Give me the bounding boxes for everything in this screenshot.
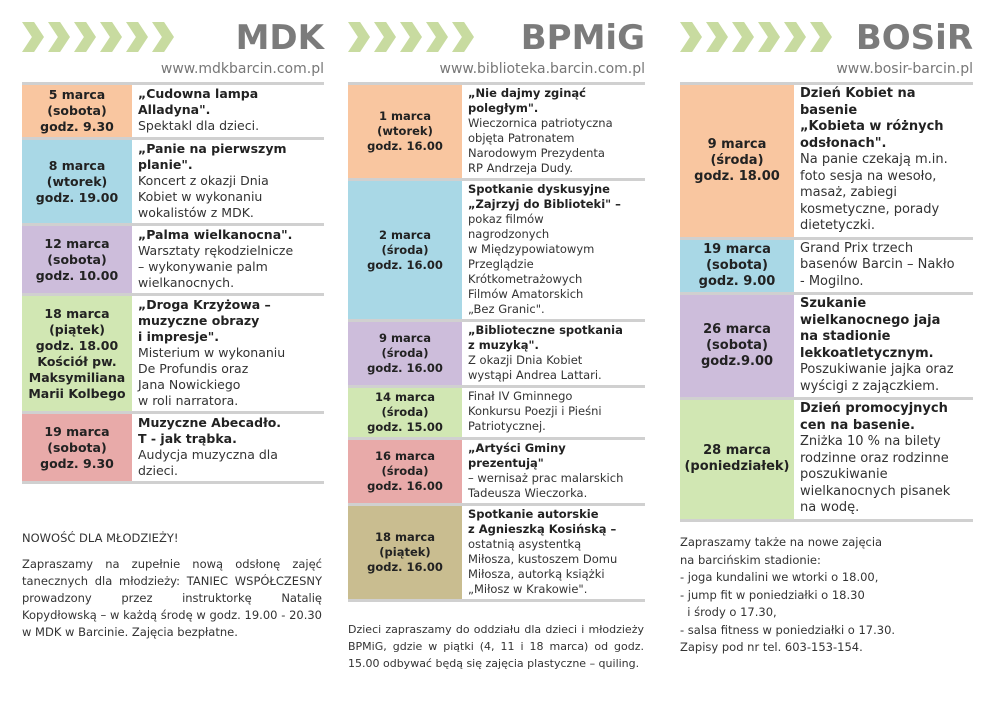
- event-row: [348, 440, 645, 506]
- event-date-line: 19 marca: [44, 423, 110, 439]
- event-body-line: Grand Prix trzech: [800, 240, 914, 256]
- event-date: [22, 140, 132, 223]
- event-row: [22, 226, 324, 296]
- event-date-line: (sobota): [47, 439, 107, 455]
- event-row: [348, 181, 645, 322]
- event-body-line: wystąpi Andrea Lattari.: [468, 368, 602, 382]
- event-body-line: „Bez Granic".: [468, 302, 545, 316]
- event-body-line: Filmów Amatorskich: [468, 287, 584, 301]
- event-body-line: Audycja muzyczna dla: [138, 447, 278, 462]
- event-title-line: muzyczne obrazy: [138, 313, 260, 328]
- event-title-line: z muzyką".: [468, 338, 539, 352]
- event-date-line: (wtorek): [377, 124, 433, 138]
- event-body-line: nagrodzonych: [468, 227, 550, 241]
- event-date: [348, 440, 462, 503]
- event-body-line: wokalistów z MDK.: [138, 205, 254, 220]
- event-date: [348, 322, 462, 385]
- event-body-line: Kobiet w wykonaniu: [138, 189, 263, 204]
- event-title-line: i impresje".: [138, 329, 219, 344]
- event-description: [462, 388, 645, 437]
- event-date-line: (środa): [710, 152, 764, 168]
- event-description: [462, 181, 645, 319]
- event-date-line: 1 marca: [379, 109, 431, 123]
- event-date-line: (środa): [381, 346, 429, 360]
- event-description: [132, 296, 324, 411]
- event-title-line: Szukanie: [800, 296, 867, 311]
- bosir-note-line: Zapraszamy także na nowe zajęcia: [680, 535, 883, 549]
- event-date-line: godz. 16.00: [367, 560, 443, 574]
- event-title-line: Alladyna".: [138, 102, 211, 117]
- event-description: [132, 226, 324, 293]
- event-date-line: (środa): [381, 464, 429, 478]
- event-title-line: Dzień promocyjnych: [800, 401, 948, 416]
- event-body-line: na wodę.: [800, 500, 860, 515]
- event-title-line: z Agnieszką Kosińską –: [468, 522, 617, 536]
- event-body-line: Z okazji Dnia Kobiet: [468, 353, 583, 367]
- event-title-line: cen na basenie.: [800, 417, 915, 433]
- event-date-line: godz. 18.00: [694, 168, 780, 184]
- event-date: [22, 226, 132, 293]
- event-body-line: rodzinne oraz rodzinne: [800, 450, 949, 466]
- event-date: [22, 296, 132, 411]
- mdk-url[interactable]: www.mdkbarcin.com.pl: [160, 61, 324, 77]
- event-body-line: kosmetyczne, porady: [800, 201, 940, 217]
- event-date: [348, 388, 462, 437]
- mdk-events: [22, 85, 324, 484]
- bosir-logo: BOSiR: [855, 18, 973, 58]
- event-date: [22, 85, 132, 137]
- event-date: [680, 85, 794, 237]
- event-title-line: planie".: [138, 157, 193, 172]
- event-row: [22, 140, 324, 226]
- event-title-line: „Nie dajmy zginąć: [468, 86, 586, 100]
- event-date-line: (sobota): [47, 251, 107, 267]
- event-body-line: dietetyczki.: [800, 218, 875, 233]
- event-date: [680, 400, 794, 519]
- bosir-note-line: - jump fit w poniedziałki o 18.30: [680, 587, 865, 602]
- event-date-line: (piątek): [49, 321, 105, 337]
- event-date-line: Maksymiliana: [28, 369, 126, 385]
- event-row: [348, 506, 645, 602]
- event-date-line: 9 marca: [707, 136, 767, 152]
- bosir-note-line: - joga kundalini we wtorki o 18.00,: [680, 570, 879, 584]
- bpmig-header: [348, 18, 645, 58]
- event-description: [462, 322, 645, 385]
- bosir-note-line: na barcińskim stadionie:: [680, 552, 821, 567]
- event-date-line: (sobota): [47, 103, 107, 118]
- event-row: [348, 388, 645, 440]
- event-date: [348, 181, 462, 319]
- event-body-line: Misterium w wykonaniu: [138, 345, 286, 360]
- event-title-line: Muzyczne Abecadło.: [138, 415, 282, 430]
- event-row: [348, 85, 645, 181]
- event-title-line: Spotkanie dyskusyjne: [468, 182, 610, 196]
- event-body-line: Tadeusza Wieczorka.: [468, 486, 588, 500]
- chevron-decoration-icon: [680, 22, 836, 52]
- event-body-line: wielkanocnych pisanek: [800, 483, 951, 499]
- event-body-line: poszukiwanie: [800, 467, 888, 482]
- event-date-line: 8 marca: [48, 157, 106, 173]
- event-date-line: (środa): [381, 242, 429, 257]
- event-title-line: „Panie na pierwszym: [138, 141, 287, 156]
- event-title-line: wielkanocnego jaja: [800, 312, 941, 328]
- event-body-line: wielkanocnych.: [138, 275, 235, 290]
- event-date-line: (sobota): [706, 257, 768, 273]
- event-date: [680, 295, 794, 397]
- event-description: [462, 85, 645, 178]
- event-body-line: Narodowym Prezydenta: [468, 146, 605, 160]
- bpmig-logo: BPMiG: [520, 18, 645, 58]
- bosir-header: [680, 18, 973, 58]
- event-description: [462, 506, 645, 599]
- bosir-note: [680, 534, 973, 657]
- event-date-line: godz. 18.00: [35, 337, 119, 353]
- event-body-line: masaż, zabiegi: [800, 185, 897, 200]
- event-date-line: godz. 10.00: [35, 267, 119, 283]
- event-date-line: 16 marca: [375, 449, 435, 463]
- bosir-column: [680, 18, 973, 522]
- event-date-line: (środa): [381, 405, 429, 419]
- event-body-line: – wernisaż prac malarskich: [468, 471, 624, 485]
- event-body-line: pokaz filmów: [468, 212, 544, 226]
- event-title-line: T - jak trąbka.: [138, 431, 237, 446]
- event-body-line: dzieci.: [138, 463, 178, 478]
- bpmig-column: [348, 18, 645, 602]
- event-body-line: objęta Patronatem: [468, 131, 575, 145]
- event-description: [132, 140, 324, 223]
- event-date-line: godz.9.00: [700, 354, 774, 369]
- mdk-header: [22, 18, 324, 58]
- mdk-column: [22, 18, 324, 484]
- event-body-line: basenów Barcin – Nakło: [800, 257, 955, 272]
- mdk-logo: MDK: [235, 18, 324, 58]
- event-body-line: Przeglądzie: [468, 257, 534, 271]
- event-title-line: lekkoatletycznym.: [800, 345, 934, 361]
- event-body-line: Warsztaty rękodzielnicze: [138, 243, 294, 258]
- event-row: [22, 85, 324, 140]
- event-date-line: (sobota): [706, 338, 768, 353]
- event-date-line: godz. 16.00: [367, 479, 443, 493]
- event-body-line: RP Andrzeja Dudy.: [468, 161, 574, 175]
- event-title-line: poległym".: [468, 101, 539, 115]
- event-body-line: Zniżka 10 % na bilety: [800, 434, 941, 449]
- event-body-line: Spektakl dla dzieci.: [138, 118, 260, 133]
- bpmig-note: [348, 621, 644, 672]
- bpmig-url[interactable]: www.biblioteka.barcin.com.pl: [439, 61, 645, 77]
- event-date-line: (piątek): [379, 545, 431, 559]
- event-date-line: Marii Kolbego: [28, 385, 126, 401]
- event-date-line: godz. 19.00: [35, 189, 119, 205]
- event-body-line: Krótkometrażowych: [468, 272, 583, 286]
- chevron-decoration-icon: [22, 22, 178, 52]
- event-row: [22, 414, 324, 484]
- bosir-url[interactable]: www.bosir-barcin.pl: [836, 61, 973, 77]
- event-body-line: Koncert z okazji Dnia: [138, 173, 269, 188]
- event-body-line: w roli narratora.: [138, 393, 239, 408]
- event-row: [22, 296, 324, 414]
- event-date: [348, 85, 462, 178]
- event-title-line: „Droga Krzyżowa –: [138, 297, 271, 312]
- event-date-line: Kościół pw.: [37, 353, 117, 369]
- bosir-note-line: i środy o 17.30,: [680, 605, 777, 619]
- event-date-line: godz. 16.00: [367, 361, 443, 375]
- event-title-line: odsłonach".: [800, 135, 887, 151]
- bosir-note-line: - salsa fitness w poniedziałki o 17.30.: [680, 622, 896, 637]
- event-body-line: wyścigi z zajączkiem.: [800, 378, 940, 394]
- event-row: [680, 85, 973, 240]
- event-date-line: 18 marca: [44, 305, 110, 321]
- event-date-line: 18 marca: [375, 530, 435, 544]
- event-body-line: Jana Nowickiego: [138, 377, 241, 392]
- event-body-line: ostatnią asystentką: [468, 537, 582, 551]
- event-date-line: 5 marca: [48, 87, 106, 102]
- event-body-line: Wieczornica patriotyczna: [468, 116, 613, 130]
- event-row: [680, 240, 973, 296]
- event-description: [132, 414, 324, 481]
- bosir-events: [680, 85, 973, 522]
- event-description: [794, 400, 973, 519]
- event-date-line: 9 marca: [379, 331, 431, 345]
- event-date-line: (poniedziałek): [684, 459, 790, 475]
- bosir-note-line: Zapisy pod nr tel. 603-153-154.: [680, 640, 863, 654]
- event-body-line: Miłosza, autorką książki: [468, 567, 605, 581]
- event-description: [132, 85, 324, 137]
- event-title-line: Dzień Kobiet na basenie: [800, 86, 916, 118]
- event-date-line: 14 marca: [375, 390, 435, 404]
- chevron-decoration-icon: [348, 22, 478, 52]
- mdk-note: [22, 530, 322, 641]
- event-date-line: 2 marca: [379, 227, 431, 242]
- bpmig-note-body: Dzieci zapraszamy do oddziału dla dzieci i młodzieży BPMiG, gdzie w piątki (4, 11 i 18 marca) od godz. 15.00 odbywać będą się zajęcia plastyczne – quiling.: [348, 623, 644, 670]
- event-date-line: godz. 9.30: [40, 455, 114, 471]
- event-date-line: godz. 9.00: [698, 273, 776, 289]
- mdk-note-heading: NOWOŚĆ DLA MŁODZIEŻY!: [22, 531, 179, 545]
- event-date-line: 26 marca: [703, 322, 771, 337]
- event-description: [794, 85, 973, 237]
- event-date: [348, 506, 462, 599]
- event-row: [348, 322, 645, 388]
- event-date-line: (wtorek): [46, 173, 108, 189]
- event-title-line: „Artyści Gminy prezentują": [468, 441, 566, 470]
- event-title-line: „Kobieta w różnych: [800, 119, 944, 134]
- event-body-line: Na panie czekają m.in.: [800, 152, 948, 167]
- event-date-line: godz. 9.30: [40, 119, 114, 134]
- event-title-line: „Zajrzyj do Biblioteki" –: [468, 197, 621, 211]
- event-body-line: Poszukiwanie jajka oraz: [800, 362, 954, 377]
- event-row: [680, 400, 973, 522]
- event-title-line: Spotkanie autorskie: [468, 507, 599, 521]
- event-body-line: foto sesja na wesoło,: [800, 168, 937, 184]
- event-body-line: De Profundis oraz: [138, 361, 249, 376]
- event-title-line: „Palma wielkanocna".: [138, 227, 293, 242]
- event-body-line: – wykonywanie palm: [138, 259, 268, 274]
- event-row: [680, 295, 973, 400]
- event-title-line: „Biblioteczne spotkania: [468, 323, 623, 337]
- event-body-line: Finał IV Gminnego: [468, 389, 573, 403]
- event-body-line: Patriotycznej.: [468, 419, 546, 433]
- event-date-line: godz. 16.00: [367, 257, 443, 272]
- event-date-line: 12 marca: [44, 235, 110, 251]
- event-description: [794, 295, 973, 397]
- event-date-line: 28 marca: [703, 443, 771, 459]
- event-body-line: „Miłosz w Krakowie".: [468, 582, 588, 596]
- event-body-line: Konkursu Poezji i Pieśni: [468, 404, 602, 418]
- event-title-line: „Cudowna lampa: [138, 86, 259, 101]
- event-title-line: na stadionie: [800, 329, 891, 344]
- event-date: [22, 414, 132, 481]
- event-description: [794, 240, 973, 293]
- mdk-note-body: Zapraszamy na zupełnie nową odsłonę zajęć tanecznych dla młodzieży: TANIEC WSPÓŁCZESNY prowadzony przez instruktorkę Natalię Kopydłowską – w każdą środę w godz. 19.00 - 20.30 w MDK w Barcinie. Zajęcia bezpłatne.: [22, 557, 322, 639]
- event-date: [680, 240, 794, 293]
- bpmig-events: [348, 85, 645, 602]
- event-body-line: w Międzypowiatowym: [468, 242, 595, 256]
- event-description: [462, 440, 645, 503]
- event-date-line: 19 marca: [703, 241, 771, 257]
- event-body-line: Miłosza, kustoszem Domu: [468, 552, 618, 566]
- event-date-line: godz. 15.00: [367, 420, 443, 434]
- event-body-line: - Mogilno.: [800, 273, 864, 289]
- event-date-line: godz. 16.00: [367, 139, 443, 153]
